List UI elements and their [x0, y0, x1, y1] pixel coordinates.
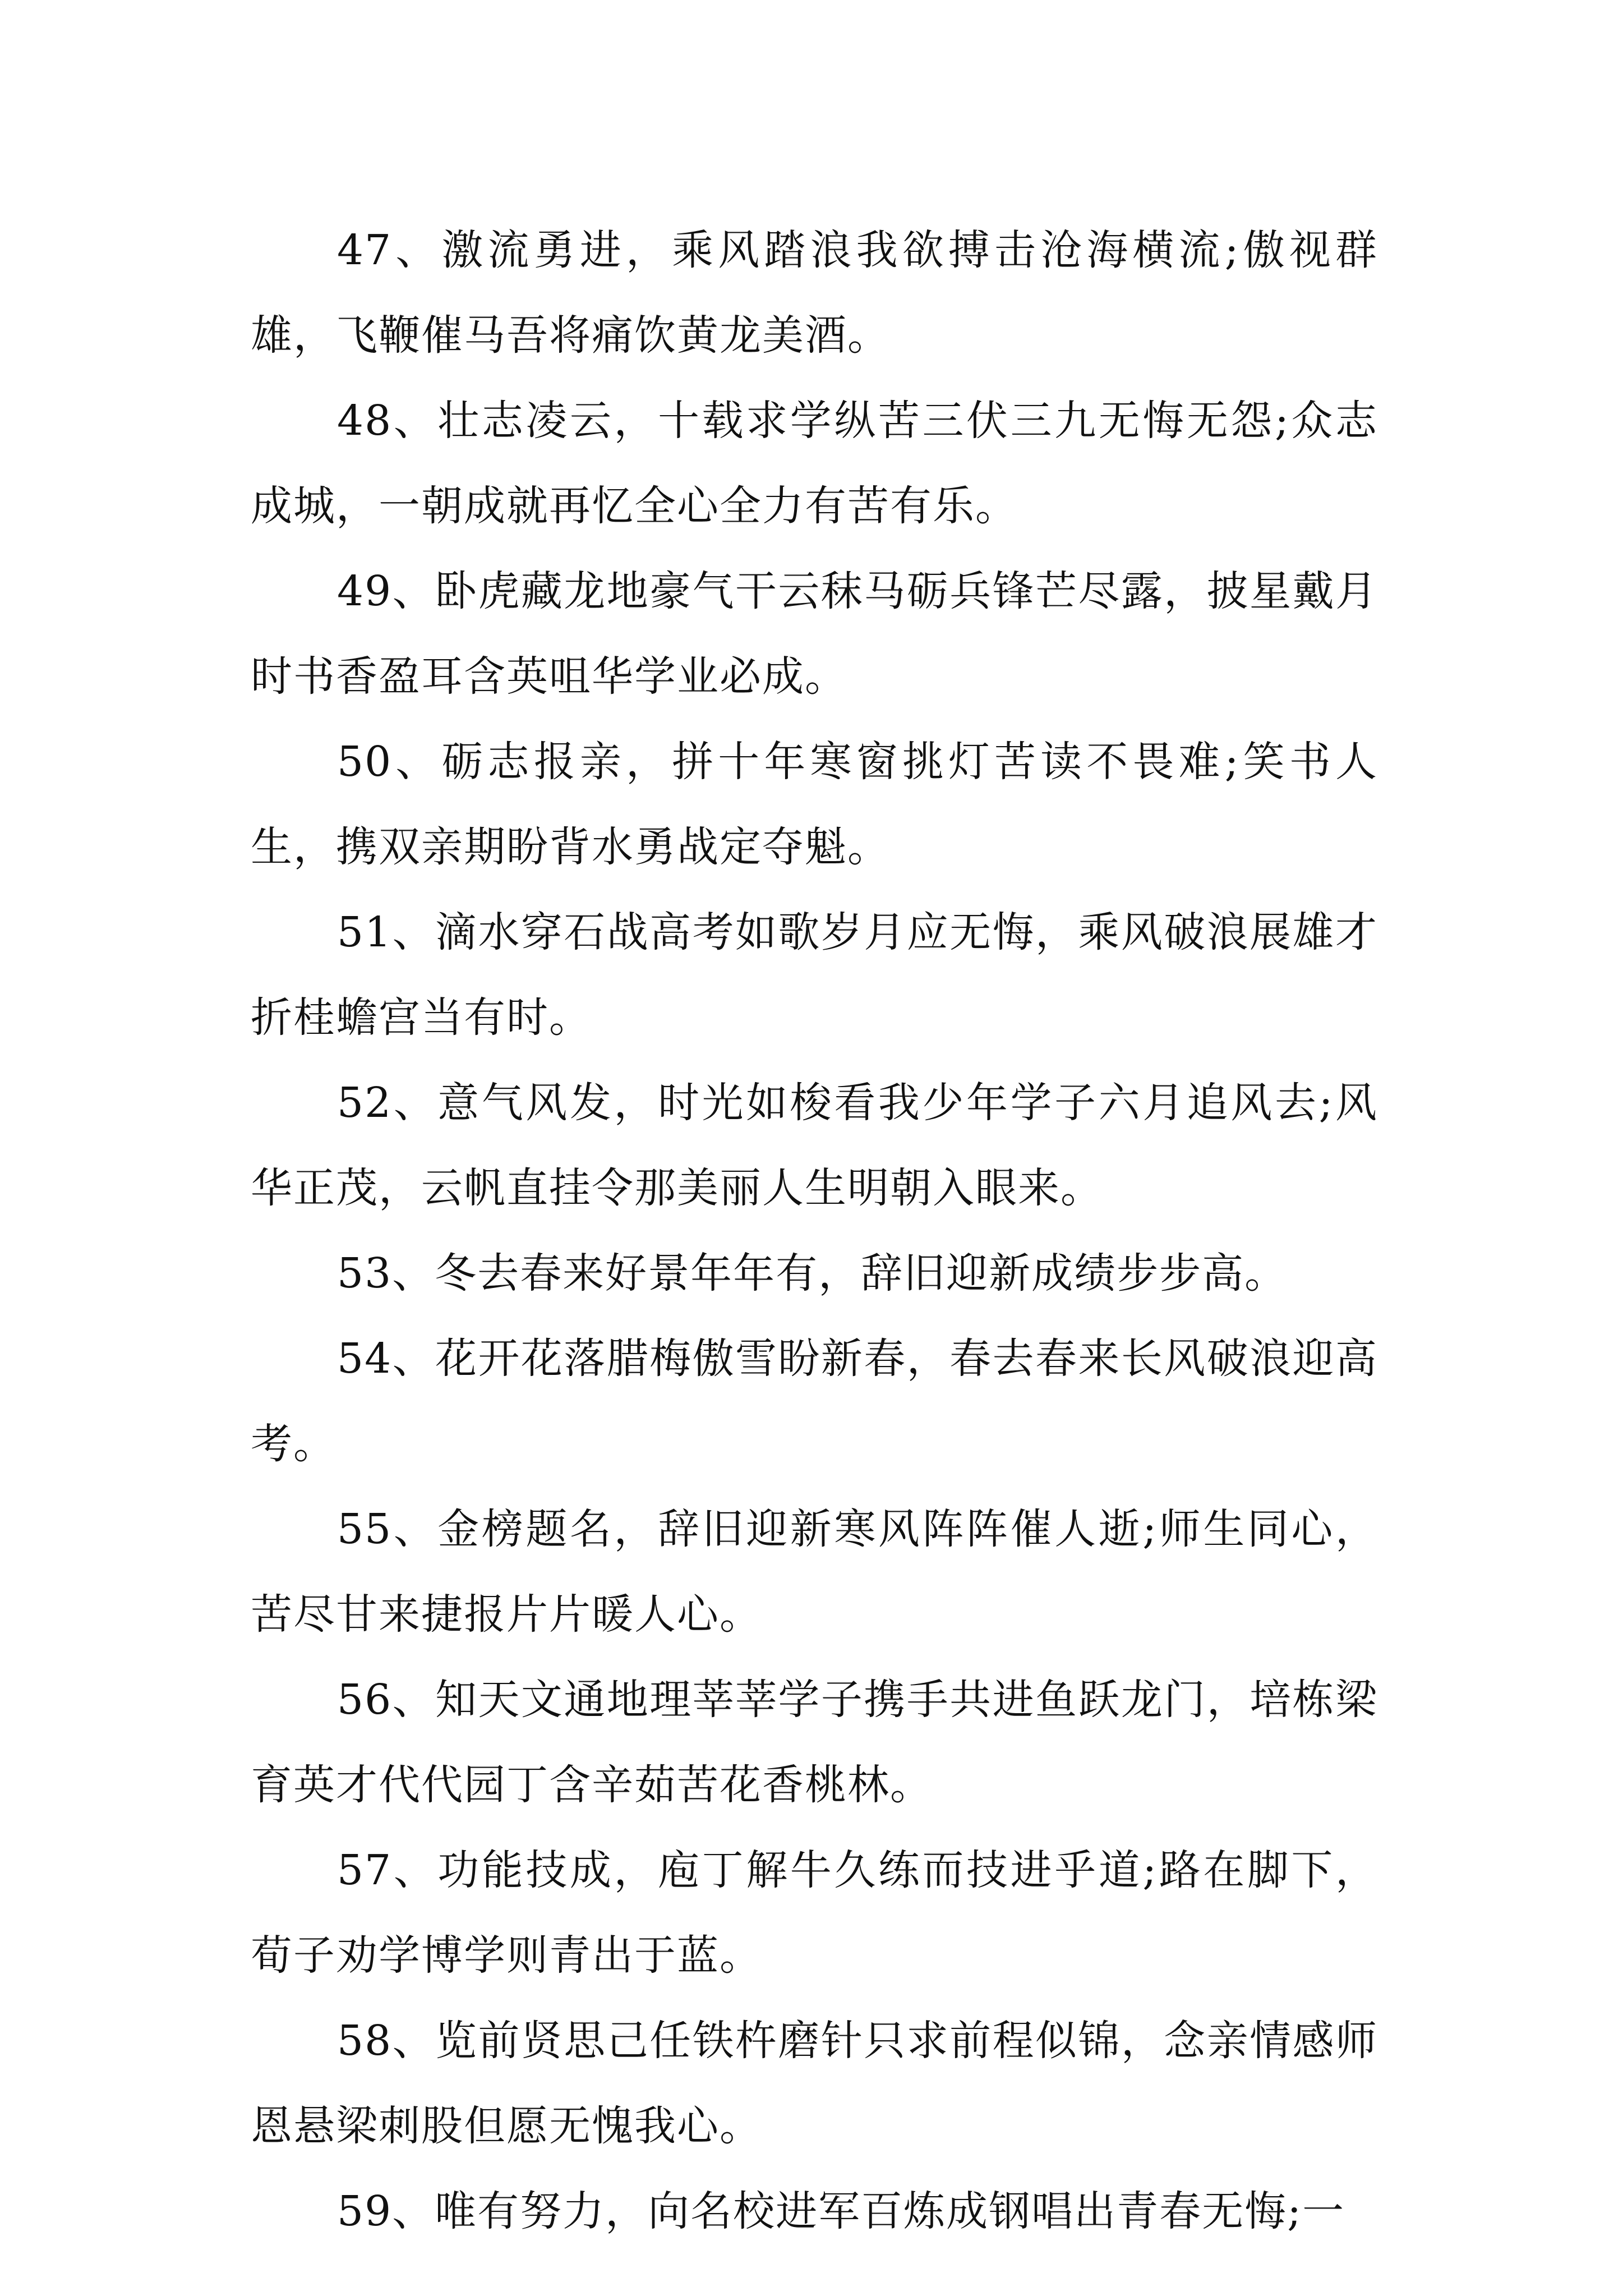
entry-53: 53、冬去春来好景年年有，辞旧迎新成绩步步高。 — [337, 1249, 1288, 1297]
entry-55: 55、金榜题名，辞旧迎新寒风阵阵催人逝;师生同心，苦尽甘来捷报片片暖人心。 — [251, 1505, 1378, 1639]
entry-52: 52、意气风发，时光如梭看我少年学子六月追风去;风华正茂，云帆直挂令那美丽人生明朝入眼来。 — [251, 1079, 1378, 1212]
entry-51: 51、滴水穿石战高考如歌岁月应无悔，乘风破浪展雄才折桂蟾宫当有时。 — [251, 908, 1378, 1042]
entry-54: 54、花开花落腊梅傲雪盼新春，春去春来长风破浪迎高考。 — [251, 1335, 1378, 1468]
document-body — [251, 208, 1378, 2254]
entry-49: 49、卧虎藏龙地豪气干云秣马砺兵锋芒尽露，披星戴月时书香盈耳含英咀华学业必成。 — [251, 567, 1378, 701]
entry-59: 59、唯有努力，向名校进军百炼成钢唱出青春无悔;一 — [337, 2187, 1345, 2235]
entry-47: 47、激流勇进，乘风踏浪我欲搏击沧海横流;傲视群雄，飞鞭催马吾将痛饮黄龙美酒。 — [251, 226, 1378, 360]
entry-56: 56、知天文通地理莘莘学子携手共进鱼跃龙门，培栋梁育英才代代园丁含辛茹苦花香桃林。 — [251, 1676, 1378, 1809]
entry-57: 57、功能技成，庖丁解牛久练而技进乎道;路在脚下，荀子劝学博学则青出于蓝。 — [251, 1846, 1378, 1980]
entry-50: 50、砺志报亲，拼十年寒窗挑灯苦读不畏难;笑书人生，携双亲期盼背水勇战定夺魁。 — [251, 738, 1378, 871]
entry-58: 58、览前贤思己任铁杵磨针只求前程似锦，念亲情感师恩悬梁刺股但愿无愧我心。 — [251, 2017, 1378, 2150]
entry-48: 48、壮志凌云，十载求学纵苦三伏三九无悔无怨;众志成城，一朝成就再忆全心全力有苦有乐。 — [251, 397, 1378, 530]
